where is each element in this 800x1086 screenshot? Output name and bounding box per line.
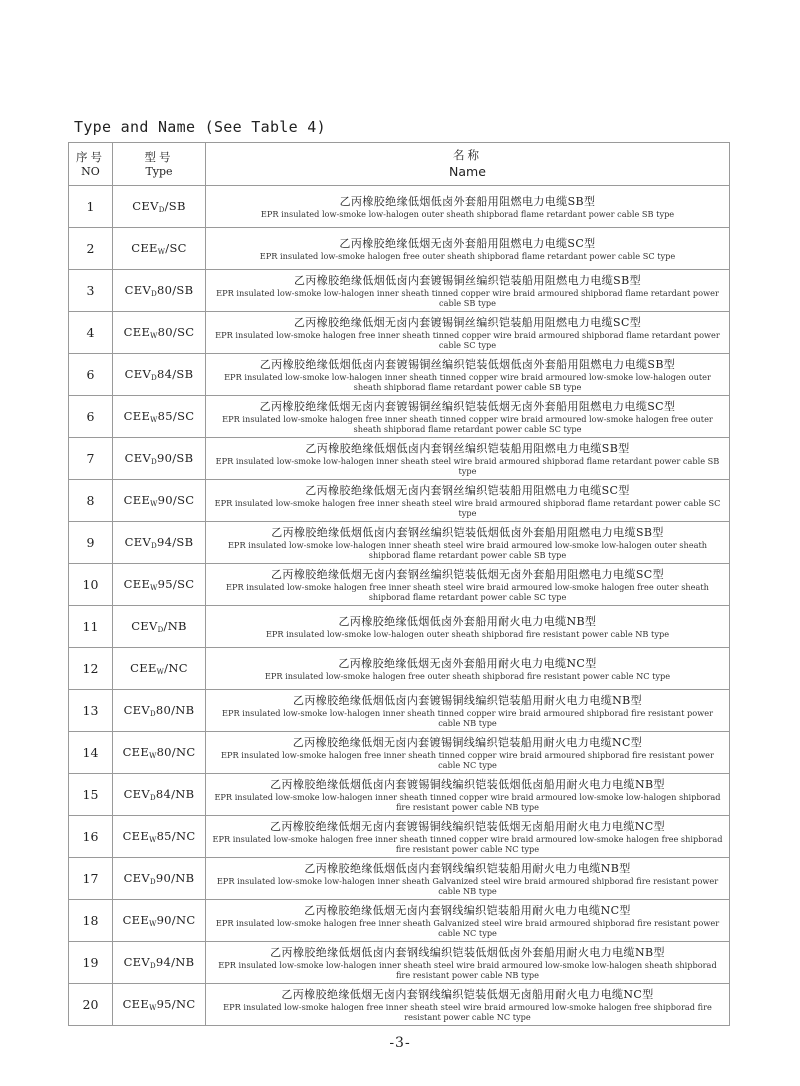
cable-name — [206, 396, 730, 438]
cable-name-cn: 乙丙橡胶绝缘低烟无卤内套钢线编织铠装船用耐火电力电缆NC型 — [304, 903, 631, 917]
type-code-subscript: D — [157, 626, 164, 634]
cable-name-en: EPR insulated low-smoke low-halogen inner sheath Galvanized steel wire braid armoured shipborad fire resistant power cable NB type — [216, 875, 719, 896]
cable-name — [206, 648, 730, 690]
cable-type-code — [113, 480, 206, 522]
type-code-subscript: W — [149, 836, 157, 844]
type-code-base: CEV — [123, 787, 150, 801]
cable-name-en: EPR insulated low-smoke low-halogen inner sheath steel wire braid armoured low-smoke low-halogen sheath shipborad fire resistant power cable NB type — [218, 959, 717, 980]
row-number: 9 — [69, 522, 113, 564]
cable-name — [206, 186, 730, 228]
type-code-base: CEE — [122, 829, 150, 843]
type-code-subscript: D — [151, 542, 157, 550]
type-code-base: CEV — [123, 955, 150, 969]
cable-name-en: EPR insulated low-smoke low-halogen inner sheath tinned copper wire braid armoured low-smoke low-halogen outer sheath shipborad flame retardant power cable SB type — [224, 371, 711, 392]
cable-type-code — [113, 564, 206, 606]
type-code-base: CEV — [124, 451, 152, 465]
type-code-subscript: D — [149, 962, 156, 970]
row-number: 20 — [69, 984, 113, 1026]
cable-name-en: EPR insulated low-smoke halogen free inner sheath tinned copper wire braid armoured shipborad fire resistant power cable NC type — [221, 749, 714, 770]
cable-name — [206, 522, 730, 564]
cable-name-en: EPR insulated low-smoke halogen free outer sheath shipborad fire resistant power cable NC type — [264, 670, 671, 681]
table-header-row — [69, 143, 730, 186]
cable-type-code — [113, 312, 206, 354]
cable-name-cn: 乙丙橡胶绝缘低烟低卤外套船用耐火电力电缆NB型 — [338, 614, 597, 628]
column-header-no-en: NO — [81, 164, 100, 178]
cable-name — [206, 228, 730, 270]
type-code-suffix: 94/SB — [156, 535, 194, 549]
type-code-suffix: 80/SC — [157, 325, 195, 339]
type-code-suffix: 80/NB — [155, 703, 195, 717]
type-code-base: CEE — [123, 493, 151, 507]
row-number: 13 — [69, 690, 113, 732]
table-row — [69, 228, 730, 270]
type-code-subscript: W — [150, 584, 158, 592]
cable-name-cn: 乙丙橡胶绝缘低烟低卤内套镀锡铜线编织铠装低烟低卤船用耐火电力电缆NB型 — [270, 777, 665, 791]
cable-type-code — [113, 648, 206, 690]
cable-name — [206, 564, 730, 606]
table-row — [69, 942, 730, 984]
cable-name — [206, 690, 730, 732]
type-code-suffix: /NB — [163, 619, 187, 633]
cable-name-cn: 乙丙橡胶绝缘低烟无卤内套钢丝编织铠装船用阻燃电力电缆SC型 — [305, 483, 630, 497]
cable-name-cn: 乙丙橡胶绝缘低烟无卤外套船用耐火电力电缆NC型 — [338, 656, 597, 670]
cable-name-cn: 乙丙橡胶绝缘低烟低卤内套镀锡铜丝编织铠装船用阻燃电力电缆SB型 — [293, 273, 642, 287]
row-number: 14 — [69, 732, 113, 774]
cable-name-cn: 乙丙橡胶绝缘低烟无卤内套镀锡铜线编织铠装低烟无卤船用耐火电力电缆NC型 — [269, 819, 666, 833]
cable-name-en: EPR insulated low-smoke halogen free outer sheath shipborad flame retardant power cable SC type — [259, 250, 676, 261]
type-code-base: CEV — [124, 283, 152, 297]
row-number: 7 — [69, 438, 113, 480]
cable-name-cn: 乙丙橡胶绝缘低烟低卤外套船用阻燃电力电缆SB型 — [339, 194, 596, 208]
cable-name-en: EPR insulated low-smoke low-halogen inner sheath tinned copper wire braid armoured low-smoke low-halogen shipborad fire resistant power cable NB type — [214, 791, 721, 812]
type-code-suffix: 80/SB — [156, 283, 194, 297]
cable-name — [206, 354, 730, 396]
row-number: 6 — [69, 354, 113, 396]
table-row — [69, 774, 730, 816]
row-number: 16 — [69, 816, 113, 858]
type-code-suffix: 85/NC — [156, 829, 196, 843]
cable-type-code — [113, 858, 206, 900]
type-code-suffix: 94/NB — [155, 955, 195, 969]
type-code-suffix: 80/NC — [156, 745, 196, 759]
table-row — [69, 606, 730, 648]
cable-name-cn: 乙丙橡胶绝缘低烟低卤内套钢线编织铠装低烟低卤外套船用耐火电力电缆NB型 — [270, 945, 665, 959]
row-number: 4 — [69, 312, 113, 354]
type-code-suffix: 95/SC — [157, 577, 195, 591]
cable-type-code — [113, 438, 206, 480]
type-code-suffix: /SB — [164, 199, 186, 213]
cable-name-cn: 乙丙橡胶绝缘低烟低卤内套镀锡铜丝编织铠装低烟低卤外套船用阻燃电力电缆SB型 — [259, 357, 676, 371]
type-code-subscript: W — [156, 668, 165, 676]
cable-type-code — [113, 354, 206, 396]
type-code-subscript: W — [150, 332, 158, 340]
cable-type-code — [113, 228, 206, 270]
type-code-subscript: D — [151, 374, 157, 382]
type-code-suffix: 85/SC — [157, 409, 195, 423]
cable-name-en: EPR insulated low-smoke halogen free inner sheath Galvanized steel wire braid armoured shipborad fire resistant power cable NC type — [215, 917, 720, 938]
table-row — [69, 522, 730, 564]
cable-type-code — [113, 522, 206, 564]
cable-name-en: EPR insulated low-smoke halogen free inner sheath steel wire braid armoured shipborad flame retardant power cable SC type — [214, 497, 721, 518]
cable-type-code — [113, 774, 206, 816]
cable-name — [206, 942, 730, 984]
cable-name-cn: 乙丙橡胶绝缘低烟无卤内套钢线编织铠装低烟无卤船用耐火电力电缆NC型 — [281, 987, 654, 1001]
table-row — [69, 858, 730, 900]
cable-name-cn: 乙丙橡胶绝缘低烟无卤内套钢丝编织铠装低烟无卤外套船用阻燃电力电缆SC型 — [271, 567, 664, 581]
cable-name — [206, 732, 730, 774]
cable-name-cn: 乙丙橡胶绝缘低烟低卤内套钢丝编织铠装低烟低卤外套船用阻燃电力电缆SB型 — [271, 525, 664, 539]
row-number: 12 — [69, 648, 113, 690]
table-row — [69, 816, 730, 858]
type-name-table — [68, 142, 730, 1026]
cable-type-code — [113, 984, 206, 1026]
cable-type-code — [113, 606, 206, 648]
row-number: 15 — [69, 774, 113, 816]
cable-name — [206, 438, 730, 480]
type-code-subscript: D — [149, 878, 156, 886]
row-number: 2 — [69, 228, 113, 270]
type-code-subscript: W — [149, 752, 157, 760]
type-code-subscript: W — [149, 1004, 157, 1012]
table-row — [69, 984, 730, 1026]
cable-name — [206, 606, 730, 648]
type-code-subscript: D — [151, 290, 157, 298]
type-code-subscript: D — [158, 206, 165, 214]
cable-name-cn: 乙丙橡胶绝缘低烟低卤内套镀锡铜线编织铠装船用耐火电力电缆NB型 — [292, 693, 643, 707]
table-body — [69, 186, 730, 1026]
cable-name-en: EPR insulated low-smoke halogen free inner sheath steel wire braid armoured low-smoke halogen free shipborad fire resistant power cable NC type — [223, 1001, 712, 1022]
type-code-subscript: D — [149, 794, 156, 802]
type-code-base: CEE — [123, 325, 151, 339]
type-code-suffix: 90/SB — [156, 451, 194, 465]
cable-name — [206, 984, 730, 1026]
cable-type-code — [113, 270, 206, 312]
cable-name-en: EPR insulated low-smoke halogen free inner sheath tinned copper wire braid armoured shipborad flame retardant power cable SC type — [215, 329, 720, 350]
type-code-suffix: 90/SC — [157, 493, 195, 507]
type-code-base: CEE — [122, 745, 150, 759]
type-code-suffix: 90/NC — [156, 913, 196, 927]
table-row — [69, 438, 730, 480]
table-row — [69, 732, 730, 774]
type-code-base: CEE — [123, 409, 151, 423]
cable-name-cn: 乙丙橡胶绝缘低烟无卤内套镀锡铜丝编织铠装低烟无卤外套船用阻燃电力电缆SC型 — [259, 399, 676, 413]
cable-name-en: EPR insulated low-smoke halogen free inner sheath steel wire braid armoured low-smoke halogen free outer sheath shipborad flame retardant power cable SC type — [226, 581, 709, 602]
table-row — [69, 312, 730, 354]
table-row — [69, 186, 730, 228]
cable-type-code — [113, 900, 206, 942]
page-number: -3- — [389, 1035, 411, 1051]
column-header-type-cn: 型号 — [144, 149, 174, 164]
cable-name — [206, 816, 730, 858]
column-header-type-en: Type — [145, 164, 173, 178]
type-code-base: CEE — [122, 997, 150, 1011]
cable-name — [206, 480, 730, 522]
table-row — [69, 690, 730, 732]
cable-name-en: EPR insulated low-smoke low-halogen inner sheath tinned copper wire braid armoured shipborad flame retardant power cable SB type — [216, 287, 719, 308]
row-number: 17 — [69, 858, 113, 900]
cable-name-en: EPR insulated low-smoke low-halogen inner sheath steel wire braid armoured low-smoke low-halogen outer sheath shipborad flame retardant power cable SB type — [227, 539, 708, 560]
table-row — [69, 396, 730, 438]
column-header-name-en: Name — [449, 163, 486, 179]
type-code-base: CEE — [122, 913, 150, 927]
cable-type-code — [113, 816, 206, 858]
page-title: Type and Name (See Table 4) — [74, 118, 326, 136]
type-code-suffix: 90/NB — [155, 871, 195, 885]
type-code-suffix: /SC — [165, 241, 187, 255]
type-code-suffix: 95/NC — [156, 997, 196, 1011]
cable-name-cn: 乙丙橡胶绝缘低烟无卤外套船用阻燃电力电缆SC型 — [339, 236, 596, 250]
type-code-base: CEV — [123, 703, 150, 717]
type-code-suffix: /NC — [164, 661, 188, 675]
column-header-name — [206, 143, 730, 186]
type-code-base: CEV — [124, 367, 152, 381]
cable-type-code — [113, 186, 206, 228]
cable-name-en: EPR insulated low-smoke low-halogen inner sheath tinned copper wire braid armoured shipborad fire resistant power cable NB type — [222, 707, 713, 728]
cable-type-code — [113, 942, 206, 984]
type-code-subscript: D — [149, 710, 156, 718]
type-code-base: CEV — [131, 619, 158, 633]
row-number: 1 — [69, 186, 113, 228]
cable-name-en: EPR insulated low-smoke halogen free inner sheath tinned copper wire braid armoured low-smoke halogen free outer sheath shipborad flame retardant power cable SC type — [222, 413, 713, 434]
cable-name — [206, 900, 730, 942]
row-number: 6 — [69, 396, 113, 438]
type-code-base: CEE — [123, 577, 151, 591]
column-header-no-cn: 序号 — [76, 149, 105, 164]
row-number: 11 — [69, 606, 113, 648]
row-number: 19 — [69, 942, 113, 984]
row-number: 18 — [69, 900, 113, 942]
cable-name — [206, 270, 730, 312]
table-row — [69, 900, 730, 942]
type-code-base: CEE — [131, 241, 158, 255]
type-code-subscript: W — [150, 416, 158, 424]
table-row — [69, 270, 730, 312]
table-row — [69, 648, 730, 690]
type-code-base: CEE — [130, 661, 157, 675]
type-code-base: CEV — [123, 871, 150, 885]
row-number: 10 — [69, 564, 113, 606]
cable-name-en: EPR insulated low-smoke low-halogen outer sheath shipborad flame retardant power cable SB type — [260, 208, 675, 219]
cable-name-cn: 乙丙橡胶绝缘低烟低卤内套钢丝编织铠装船用阻燃电力电缆SB型 — [305, 441, 630, 455]
column-header-name-cn: 名称 — [453, 147, 482, 162]
row-number: 8 — [69, 480, 113, 522]
cable-type-code — [113, 396, 206, 438]
type-code-subscript: D — [151, 458, 157, 466]
cable-type-code — [113, 690, 206, 732]
cable-name-en: EPR insulated low-smoke low-halogen inner sheath steel wire braid armoured shipborad flame retardant power cable SB type — [215, 455, 720, 476]
type-code-subscript: W — [149, 920, 157, 928]
table-row — [69, 480, 730, 522]
table-row — [69, 354, 730, 396]
table-row — [69, 564, 730, 606]
cable-name — [206, 774, 730, 816]
cable-name-cn: 乙丙橡胶绝缘低烟无卤内套镀锡铜丝编织铠装船用阻燃电力电缆SC型 — [293, 315, 642, 329]
cable-name-cn: 乙丙橡胶绝缘低烟低卤内套钢线编织铠装船用耐火电力电缆NB型 — [304, 861, 631, 875]
cable-name-en: EPR insulated low-smoke low-halogen outer sheath shipborad fire resistant power cable NB type — [265, 628, 670, 639]
type-code-base: CEV — [124, 535, 152, 549]
column-header-no — [69, 143, 113, 186]
cable-name — [206, 858, 730, 900]
cable-name — [206, 312, 730, 354]
column-header-type — [113, 143, 206, 186]
type-code-subscript: W — [157, 248, 166, 256]
type-code-suffix: 84/SB — [156, 367, 194, 381]
type-code-subscript: W — [150, 500, 158, 508]
cable-type-code — [113, 732, 206, 774]
type-code-suffix: 84/NB — [155, 787, 195, 801]
type-code-base: CEV — [132, 199, 159, 213]
cable-name-en: EPR insulated low-smoke halogen free inner sheath tinned copper wire braid armoured low-smoke halogen free shipborad fire resistant power cable NC type — [212, 833, 723, 854]
row-number: 3 — [69, 270, 113, 312]
cable-name-cn: 乙丙橡胶绝缘低烟无卤内套镀锡铜线编织铠装船用耐火电力电缆NC型 — [292, 735, 643, 749]
